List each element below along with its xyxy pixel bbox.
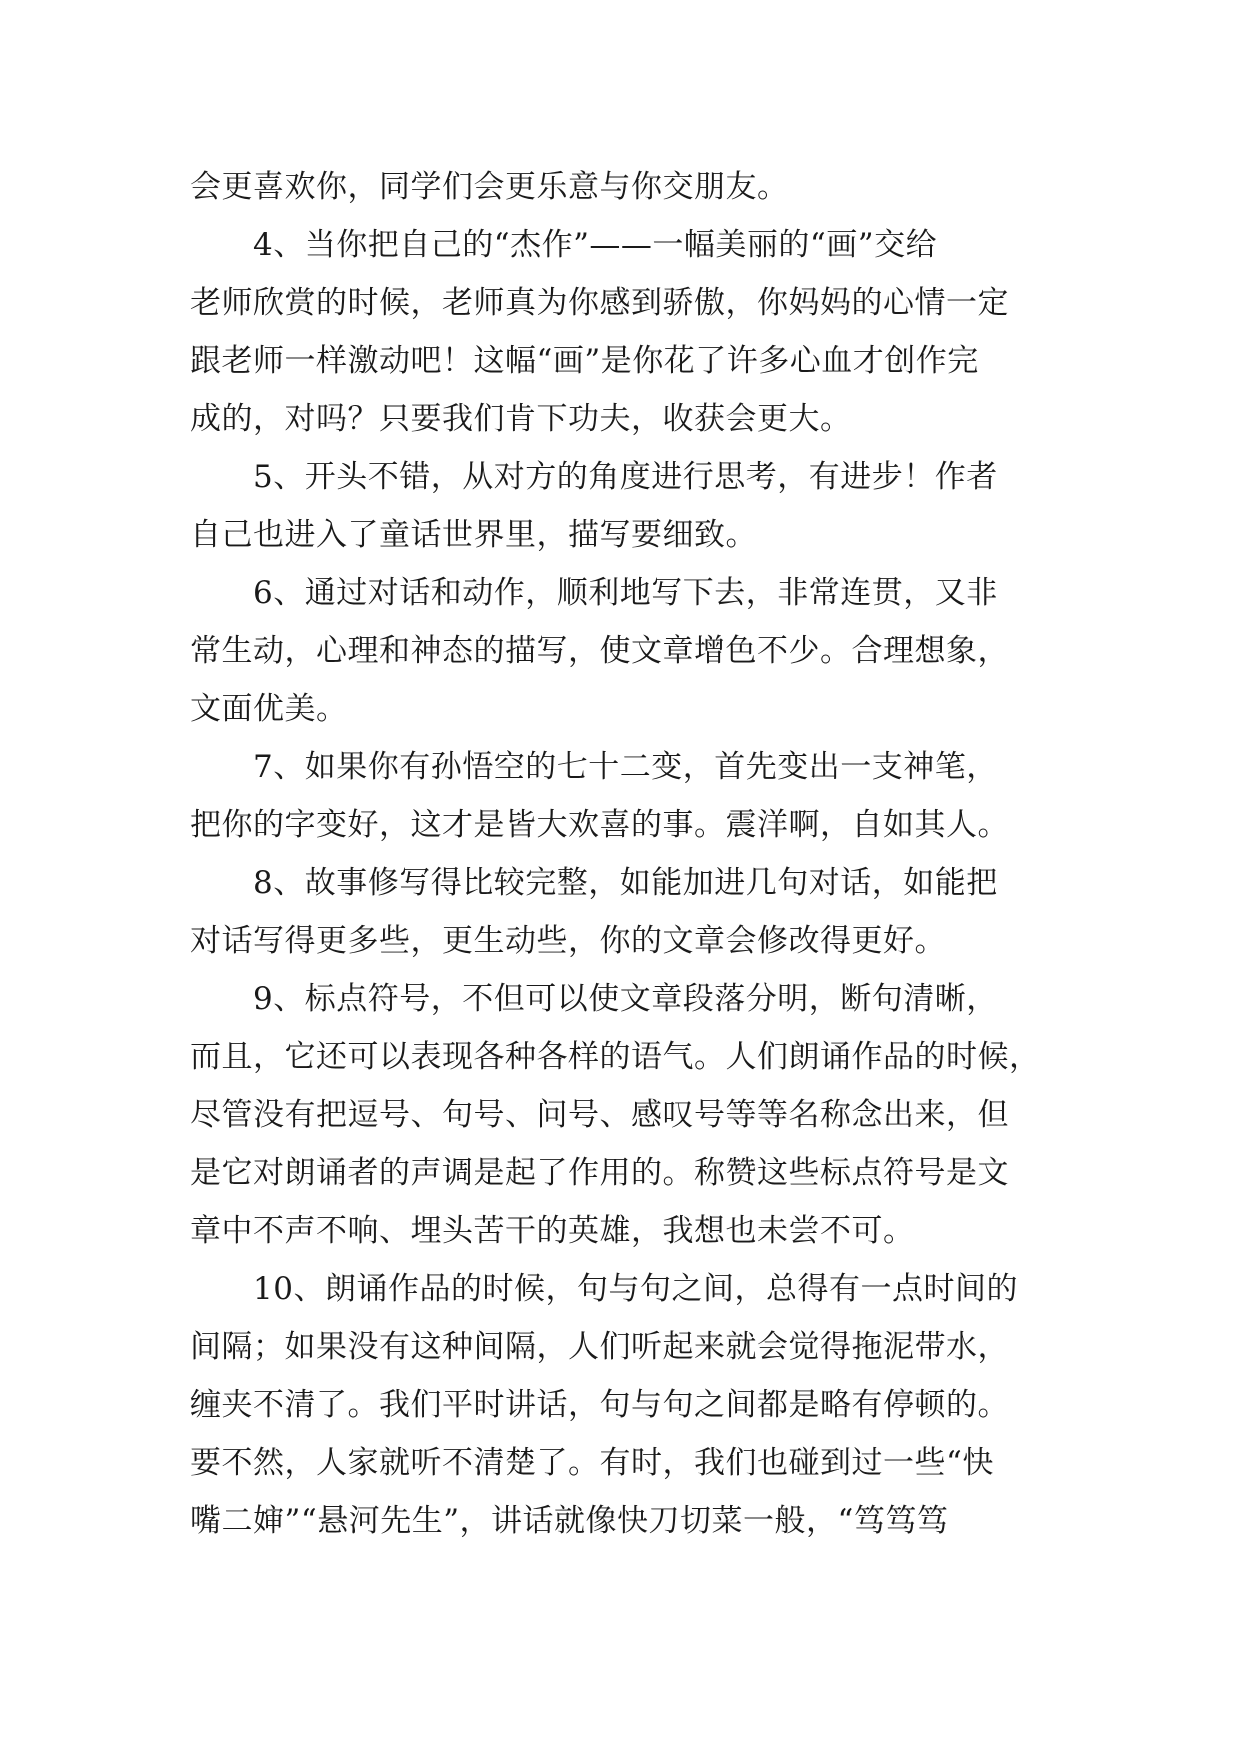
text-line: 要不然，人家就听不清楚了。有时，我们也碰到过一些“快 — [190, 1445, 994, 1481]
paragraph-5-line: 5、开头不错，从对方的角度进行思考，有进步！作者 — [253, 459, 998, 495]
paragraph-7-line: 7、如果你有孙悟空的七十二变，首先变出一支神笔， — [253, 749, 998, 785]
text-line: 对话写得更多些，更生动些，你的文章会修改得更好。 — [190, 923, 946, 959]
paragraph-8-line: 8、故事修写得比较完整，如能加进几句对话，如能把 — [253, 865, 998, 901]
text-line: 常生动，心理和神态的描写，使文章增色不少。合理想象， — [190, 633, 1009, 669]
text-line: 成的，对吗？只要我们肯下功夫，收获会更大。 — [190, 401, 852, 437]
text-line: 嘴二婶”“悬河先生”，讲话就像快刀切菜一般，“笃笃笃 — [190, 1503, 949, 1539]
paragraph-9-line: 9、标点符号，不但可以使文章段落分明，断句清晰， — [253, 981, 998, 1017]
text-line: 尽管没有把逗号、句号、问号、感叹号等等名称念出来，但 — [190, 1097, 1009, 1133]
text-line: 而且，它还可以表现各种各样的语气。人们朗诵作品的时候， — [190, 1039, 1041, 1075]
text-line: 间隔；如果没有这种间隔，人们听起来就会觉得拖泥带水， — [190, 1329, 1009, 1365]
text-line: 文面优美。 — [190, 691, 348, 727]
text-line: 会更喜欢你，同学们会更乐意与你交朋友。 — [190, 169, 789, 205]
text-line: 跟老师一样激动吧！这幅“画”是你花了许多心血才创作完 — [190, 343, 979, 379]
body-text — [190, 158, 1070, 1550]
text-line: 自己也进入了童话世界里，描写要细致。 — [190, 517, 757, 553]
text-line: 老师欣赏的时候，老师真为你感到骄傲，你妈妈的心情一定 — [190, 285, 1009, 321]
paragraph-10-line: 10、朗诵作品的时候，句与句之间，总得有一点时间的 — [253, 1271, 1018, 1307]
text-line: 缠夹不清了。我们平时讲话，句与句之间都是略有停顿的。 — [190, 1387, 1009, 1423]
paragraph-6-line: 6、通过对话和动作，顺利地写下去，非常连贯，又非 — [253, 575, 998, 611]
text-line: 是它对朗诵者的声调是起了作用的。称赞这些标点符号是文 — [190, 1155, 1009, 1191]
paragraph-4-line: 4、当你把自己的“杰作”——一幅美丽的“画”交给 — [253, 227, 938, 263]
text-line: 把你的字变好，这才是皆大欢喜的事。震洋啊，自如其人。 — [190, 807, 1009, 843]
text-line: 章中不声不响、埋头苦干的英雄，我想也未尝不可。 — [190, 1213, 915, 1249]
